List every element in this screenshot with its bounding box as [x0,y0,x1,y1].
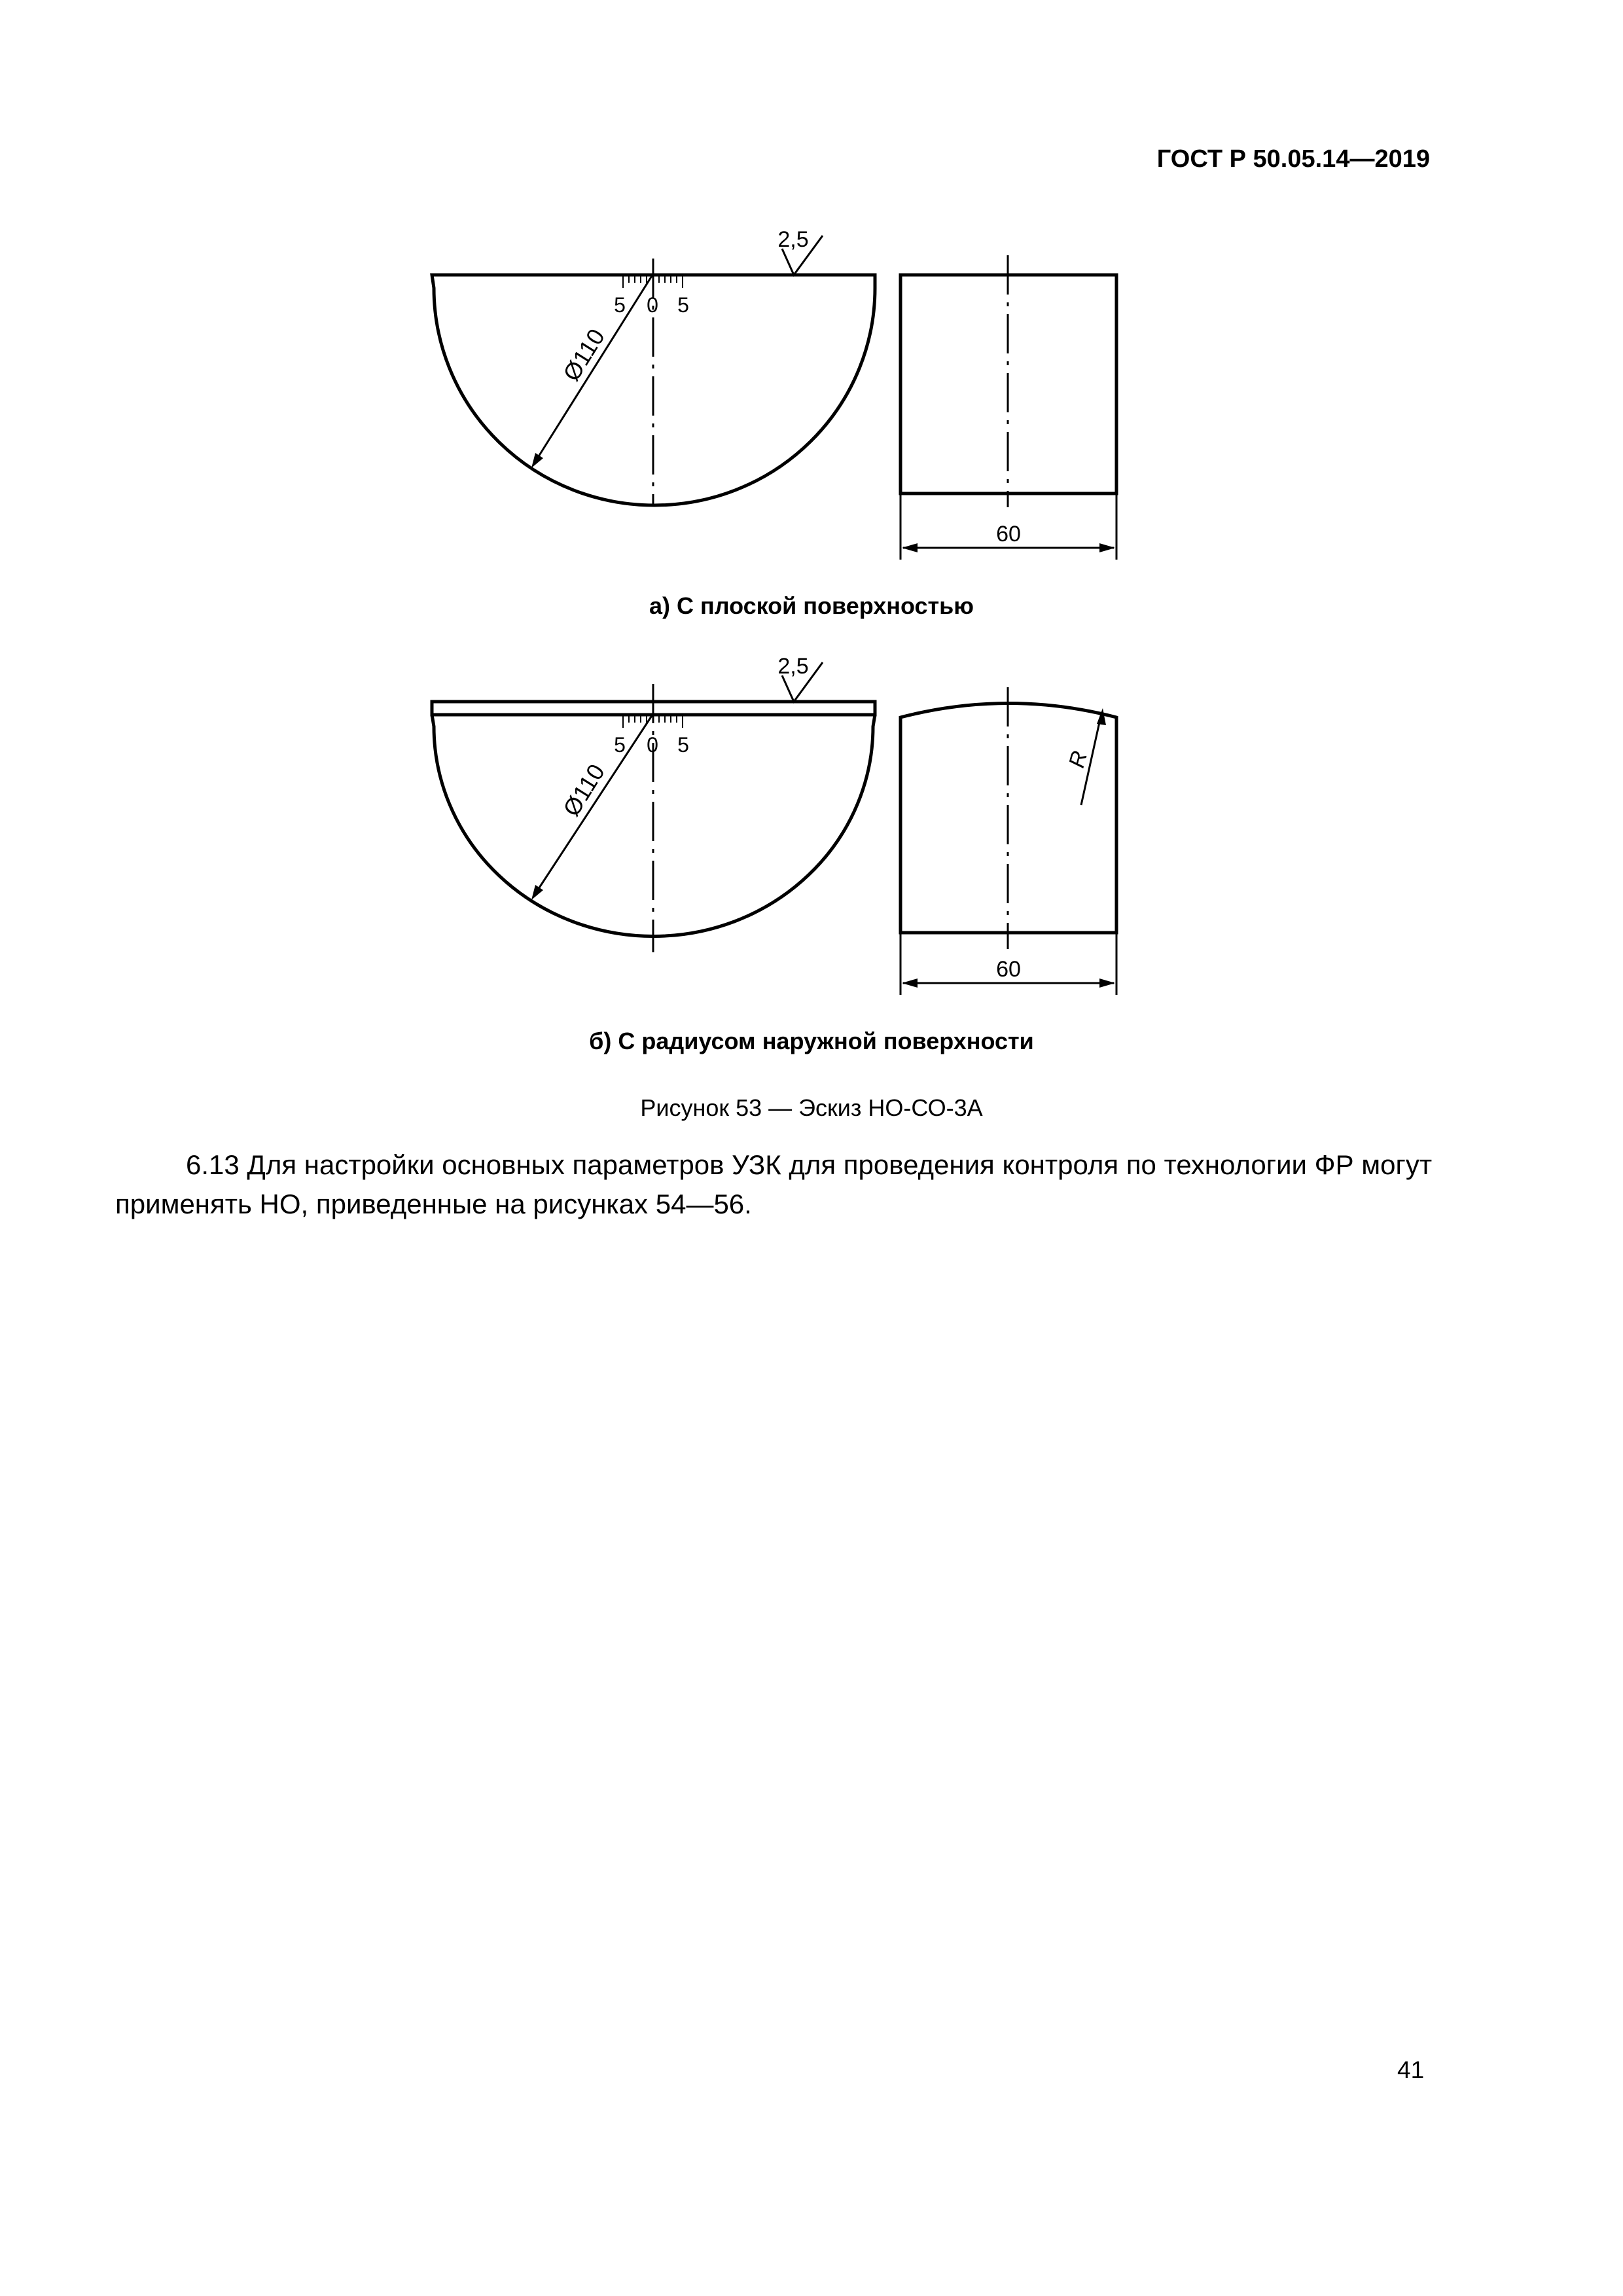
paragraph-line-1: 6.13 Для настройки основных параметров УЗК для проведения контроля по технологии ФР могут [186,1149,1433,1180]
roughness-label: 2,5 [777,654,809,679]
scale-label-right: 5 [677,293,689,317]
scale-label-center: 0 [647,733,658,757]
diameter-arrow [531,453,543,468]
scale-label-right: 5 [677,733,689,757]
subcaption-a: а) С плоской поверхностью [649,592,974,619]
scale-label-center: 0 [647,293,658,317]
scale-label-left: 5 [614,293,626,317]
document-header: ГОСТ Р 50.05.14—2019 [1156,145,1430,173]
diameter-label: Ø110 [558,759,611,821]
width-label: 60 [996,957,1021,982]
figure-a-drawing [0,223,1623,563]
width-label: 60 [996,522,1021,547]
paragraph-6-13 [115,1145,1444,1224]
diameter-line [533,715,652,897]
figure-b [0,651,1623,1005]
scale-label-left: 5 [614,733,626,757]
figure-a [0,223,1623,563]
diameter-line [533,275,652,465]
figure-caption: Рисунок 53 — Эскиз НО-СО-3А [640,1094,983,1121]
figure-b-drawing [0,651,1623,1005]
roughness-label: 2,5 [777,227,809,252]
subcaption-b: б) С радиусом наружной поверхности [589,1028,1034,1054]
diameter-label: Ø110 [558,324,611,386]
paragraph-line-2: применять НО, приведенные на рисунках 54—56. [115,1189,752,1219]
radius-label: R [1064,748,1093,771]
page-number: 41 [1397,2056,1425,2083]
